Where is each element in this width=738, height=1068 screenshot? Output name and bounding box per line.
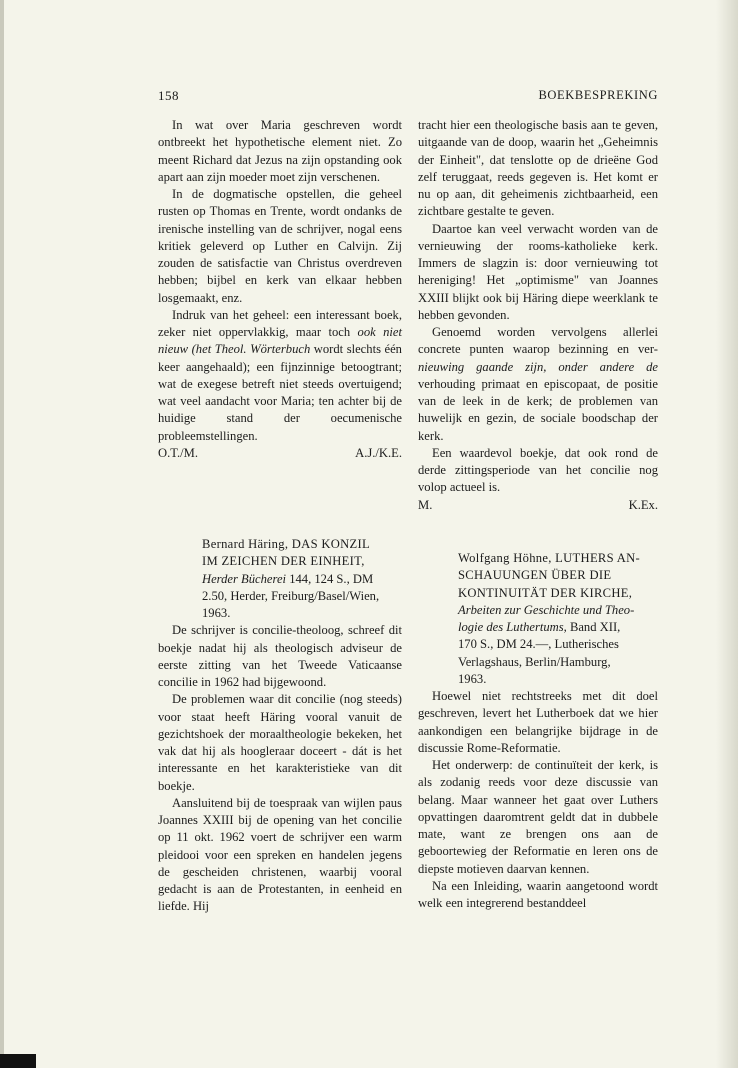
review-title-line: KONTINUITÄT DER KIRCHE, bbox=[458, 585, 633, 600]
scan-bottom-shadow bbox=[0, 1054, 36, 1068]
signature-left: M. bbox=[418, 497, 433, 512]
paragraph: Daartoe kan veel verwacht worden van de vernieuwing der rooms-katholieke kerk. Immers de slagzin is: door vernieuwing tot hereniging! Het „optimisme" van Joannes XXIII blijkt ook bij Häring diepe weerklank te hebben gevonden. bbox=[418, 221, 658, 322]
right-column-continued-review bbox=[418, 117, 658, 514]
scan-left-edge bbox=[0, 0, 4, 1068]
review-series-line bbox=[202, 571, 402, 588]
review-year-line: 1963. bbox=[202, 606, 231, 620]
review-series-line bbox=[458, 619, 658, 636]
paragraph: De problemen waar dit concilie (nog steeds) voor staat heeft Häring vooral vanuit de gezichtshoek der moraaltheologie bekeken, het vak dat hij als hoogleraar doceert - dát is het interessante en het karakteristieke van dit boekje. bbox=[158, 692, 402, 793]
series-name: logie des Luthertums, bbox=[458, 620, 567, 634]
review-year-line: 1963. bbox=[458, 671, 487, 686]
review-bibliographic-header bbox=[202, 536, 402, 622]
review-publisher-line: 170 S., DM 24.—, Lutherisches bbox=[458, 637, 619, 652]
signature-right: A.J./K.E. bbox=[355, 445, 402, 460]
paragraph: In de dogmatische opstellen, die geheel rusten op Thomas en Trente, wordt ondanks de irenische instelling van de schrijver, nogal eens kritiek geleverd op Luther en Calvijn. Zij zouden de satisfactie van Christus overdreven hebben; bijbel en kerk van elkaar hebben losgemaakt, enz. bbox=[158, 187, 402, 305]
paragraph: In wat over Maria geschreven wordt ontbreekt het hypothetische element niet. Zo meent Richard dat Jezus na zijn opstanding ook apart aan zijn moeder moet zijn verschenen. bbox=[158, 118, 402, 184]
scan-right-shade bbox=[716, 0, 738, 1068]
review-haring bbox=[158, 536, 402, 916]
page-number: 158 bbox=[158, 88, 179, 103]
text-run: wordt slechts één keer aangehaald); een fijnzinnige betoogtrant; wat de exegese betreft niet steeds overtuigend; wat veel aandacht voor Maria; ten achter bij de huidige stand der oecumenische probleemstellingen. bbox=[158, 342, 402, 443]
text-run: verhouding primaat en episcopaat, de positie van de leek in de kerk; de problemen van huwelijk en gezin, de sociale boodschap der kerk. bbox=[418, 376, 658, 443]
paragraph: Aansluitend bij de toespraak van wijlen paus Joannes XXIII bij de opening van het concilie op 11 okt. 1962 voert de schrijver een warm pleidooi voor een spreken en handelen jegens de gescheiden christenen, waarbij vooral gedacht is aan de Protestanten, in eenheid en liefde. Hij bbox=[158, 795, 402, 914]
left-column-previous-review bbox=[158, 117, 402, 462]
paragraph bbox=[158, 307, 402, 445]
paragraph bbox=[418, 324, 658, 445]
signature-right: K.Ex. bbox=[628, 497, 658, 512]
running-head: BOEKBESPREKING bbox=[538, 88, 658, 102]
review-publisher-line: Verlagshaus, Berlin/Hamburg, bbox=[458, 654, 611, 669]
review-title-line: Bernard Häring, DAS KONZIL bbox=[202, 537, 370, 551]
signature-line bbox=[418, 497, 658, 514]
paragraph: Het onderwerp: de continuïteit der kerk, is als zodanig reeds voor deze discussie van belang. Maar wanneer het gaat over Luthers opvattingen daaromtrent geldt dat in dubbele mate, want ze brengen ons aan de geboortewieg der Reformatie en leren ons de diepste motieven daarvan kennen. bbox=[418, 758, 658, 876]
series-name: Arbeiten zur Geschichte und Theo- bbox=[458, 602, 635, 617]
review-title-line: SCHAUUNGEN ÜBER DIE bbox=[458, 568, 612, 583]
text-run: Indruk van het geheel: een interessant boek, zeker niet oppervlakkig, maar toch bbox=[158, 307, 402, 339]
review-bibliographic-header bbox=[458, 550, 658, 688]
italic-run: ook niet nieuw (het Theol. Wörterbuch bbox=[158, 325, 403, 357]
paragraph: Hoewel niet rechtstreeks met dit doel geschreven, levert het Lutherboek dat we hier aankondigen een belangrijke bijdrage in de discussie Rome-Reformatie. bbox=[418, 689, 658, 755]
signature-line bbox=[158, 445, 402, 462]
review-publisher-line: 2.50, Herder, Freiburg/Basel/Wien, bbox=[202, 588, 380, 603]
signature-left: O.T./M. bbox=[158, 445, 198, 460]
review-title-line: Wolfgang Höhne, LUTHERS AN- bbox=[458, 551, 640, 565]
paragraph: Een waardevol boekje, dat ook rond de derde zittingsperiode van het concilie nog volop actueel is. bbox=[418, 445, 658, 495]
paragraph: De schrijver is concilie-theoloog, schreef dit boekje nadat hij als theologisch adviseur de eerste zitting van het Tweede Vaticaanse concilie in 1962 had bijgewoond. bbox=[158, 623, 402, 689]
review-hohne bbox=[418, 550, 658, 912]
review-title-line: IM ZEICHEN DER EINHEIT, bbox=[202, 554, 365, 569]
paragraph: Na een Inleiding, waarin aangetoond wordt welk een integrerend bestanddeel bbox=[418, 878, 658, 910]
italic-run: nieuwing gaande zijn, onder andere de bbox=[418, 359, 658, 374]
text-run: Genoemd worden vervolgens allerlei concrete punten waarop bezinning en ver- bbox=[418, 325, 658, 357]
series-name: Herder Bücherei bbox=[202, 571, 287, 586]
series-details: Band XII, bbox=[566, 620, 621, 634]
series-details: 144, 124 S., DM bbox=[286, 571, 374, 586]
paragraph: tracht hier een theologische basis aan te geven, uitgaande van de doop, waarin het „Geheimnis der Einheit", dat tenslotte op de drieëne God zelf teruggaat, reeds gegeven is. Het komt er nu op aan, dit geheimenis zichtbaarheid, een zichtbare gestalte te geven. bbox=[418, 118, 658, 219]
